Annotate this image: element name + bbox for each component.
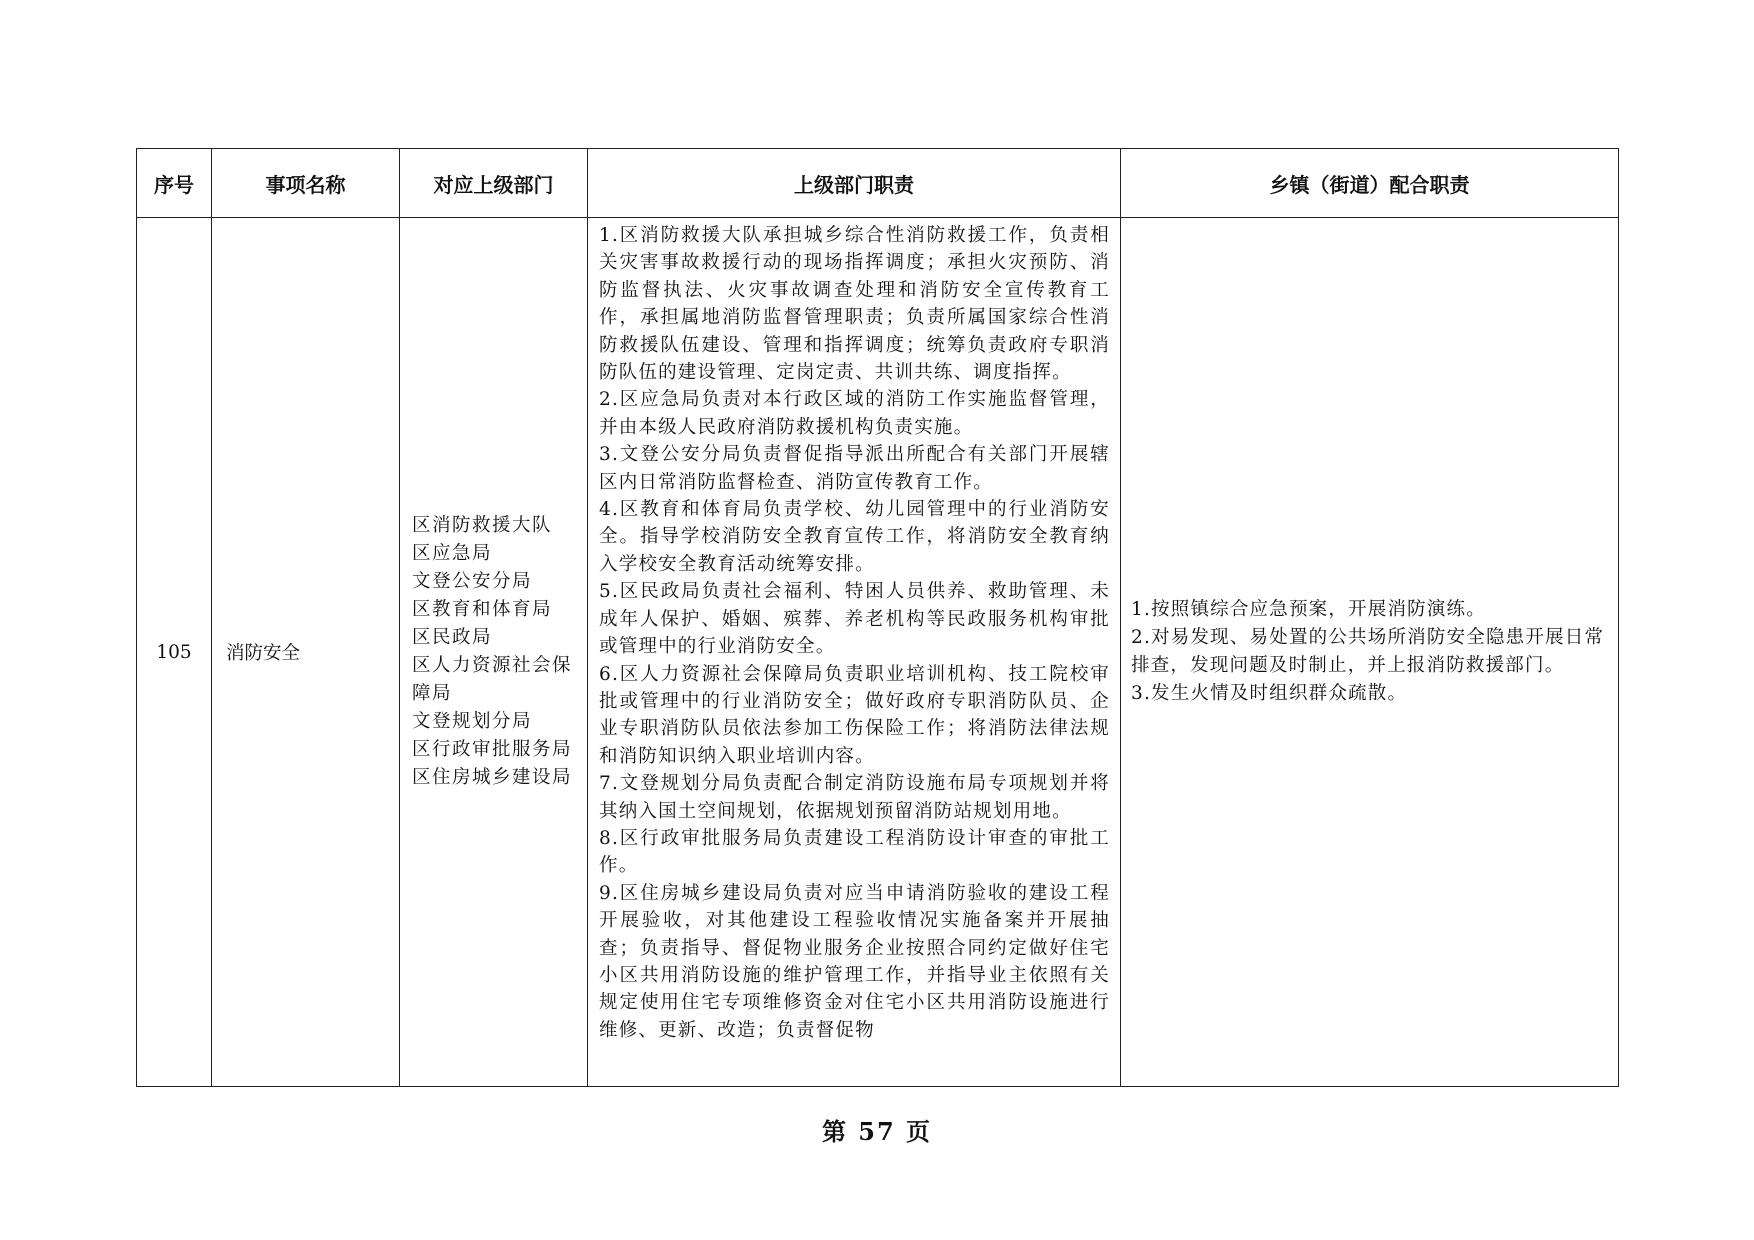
header-item-name: 事项名称 bbox=[212, 149, 400, 218]
duty-item: 1.区消防救援大队承担城乡综合性消防救援工作，负责相关灾害事故救援行动的现场指挥调度；承担火灾预防、消防监督执法、火灾事故调查处理和消防安全宣传教育工作，承担属地消防监督管理职责；负责所属国家综合性消防救援队伍建设、管理和指挥调度；统筹负责政府专职消防队伍的建设管理、定岗定责、共训共练、调度指挥。 bbox=[599, 225, 1110, 384]
duty-item: 7.文登规划分局负责配合制定消防设施布局专项规划并将其纳入国土空间规划，依据规划预留消防站规划用地。 bbox=[599, 773, 1110, 822]
table-row bbox=[137, 218, 1619, 1087]
department-list bbox=[400, 512, 587, 792]
header-superior-department: 对应上级部门 bbox=[400, 149, 588, 218]
header-superior-duties: 上级部门职责 bbox=[588, 149, 1121, 218]
duty-item: 8.区行政审批服务局负责建设工程消防设计审查的审批工作。 bbox=[599, 827, 1110, 877]
item-name-cell: 消防安全 bbox=[212, 218, 400, 1087]
duty-table bbox=[136, 148, 1619, 1087]
page-number: 第 57 页 bbox=[821, 1117, 933, 1146]
department-item: 区消防救援大队 bbox=[412, 515, 553, 536]
cooperation-cell bbox=[1121, 218, 1619, 1087]
duty-item: 2.区应急局负责对本行政区域的消防工作实施监督管理，并由本级人民政府消防救援机构负责实施。 bbox=[599, 389, 1110, 438]
department-item: 区教育和体育局 bbox=[412, 599, 553, 620]
department-item: 文登公安分局 bbox=[412, 571, 533, 592]
department-item: 文登规划分局 bbox=[412, 711, 533, 732]
department-item: 区住房城乡建设局 bbox=[412, 767, 573, 788]
department-item: 区行政审批服务局 bbox=[412, 739, 573, 760]
cooperation-list bbox=[1121, 596, 1618, 708]
duties-cell bbox=[588, 218, 1121, 1087]
cooperation-item: 1.按照镇综合应急预案，开展消防演练。 bbox=[1131, 599, 1486, 620]
header-town-cooperation-duties: 乡镇（街道）配合职责 bbox=[1121, 149, 1619, 218]
department-item: 区人力资源社会保障局 bbox=[412, 655, 573, 704]
cooperation-item: 3.发生火情及时组织群众疏散。 bbox=[1131, 683, 1408, 704]
header-serial-number: 序号 bbox=[137, 149, 212, 218]
cooperation-item: 2.对易发现、易处置的公共场所消防安全隐患开展日常排查，发现问题及时制止，并上报消防救援部门。 bbox=[1131, 627, 1605, 676]
duty-item: 6.区人力资源社会保障局负责职业培训机构、技工院校审批或管理中的行业消防安全；做好政府专职消防队员、企业专职消防队员依法参加工伤保险工作；将消防法律法规和消防知识纳入职业培训内容。 bbox=[599, 663, 1110, 767]
serial-number-cell: 105 bbox=[137, 218, 212, 1087]
duty-item: 9.区住房城乡建设局负责对应当申请消防验收的建设工程开展验收，对其他建设工程验收情况实施备案并开展抽查；负责指导、督促物业服务企业按照合同约定做好住宅小区共用消防设施的维护管理工作，并指导业主依照有关规定使用住宅专项维修资金对住宅小区共用消防设施进行维修、更新、改造；负责督促物 bbox=[599, 882, 1110, 1041]
table-header-row bbox=[137, 149, 1619, 218]
duties-list bbox=[588, 218, 1120, 1086]
duty-item: 3.文登公安分局负责督促指导派出所配合有关部门开展辖区内日常消防监督检查、消防宣传教育工作。 bbox=[599, 444, 1110, 493]
duty-item: 4.区教育和体育局负责学校、幼儿园管理中的行业消防安全。指导学校消防安全教育宣传工作，将消防安全教育纳入学校安全教育活动统筹安排。 bbox=[599, 499, 1110, 575]
duty-item: 5.区民政局负责社会福利、特困人员供养、救助管理、未成年人保护、婚姻、殡葬、养老机构等民政服务机构审批或管理中的行业消防安全。 bbox=[599, 581, 1110, 658]
department-cell bbox=[400, 218, 588, 1087]
department-item: 区应急局 bbox=[412, 543, 493, 564]
department-item: 区民政局 bbox=[412, 627, 493, 648]
